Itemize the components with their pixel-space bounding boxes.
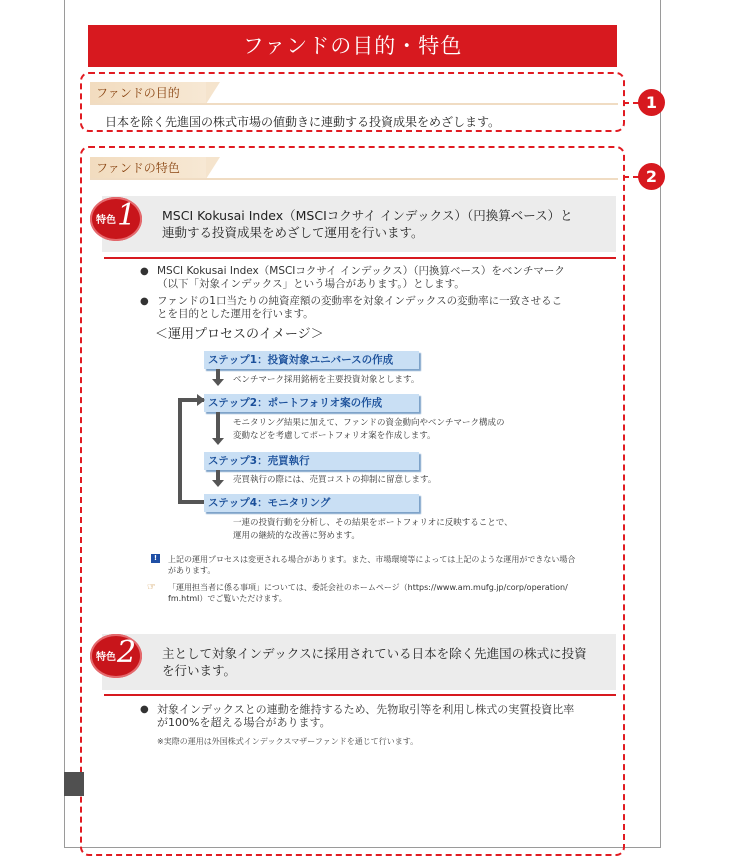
info-icon: ! (151, 554, 160, 563)
feedback-loop-arrow-head (197, 394, 205, 406)
feature1-badge (90, 197, 142, 241)
feature2-rule (104, 694, 616, 696)
feature2-badge-number: 2 (117, 635, 137, 670)
step-1-box: ステップ1：投資対象ユニバースの作成 (204, 351, 419, 369)
feature2-bullet-1: ● 対象インデックスとの連動を維持するため、先物取引等を利用し株式の実質投資比率 が100%を超える場合があります。 (157, 703, 607, 729)
callout-badge-2: 2 (638, 163, 665, 190)
feature2-badge (90, 634, 142, 678)
purpose-section-tab: ファンドの目的 (90, 82, 206, 104)
manager-info-note: 「運用担当者に係る事項」については、委託会社のホームページ（https://www.am.mufg.jp/corp/operation/ fm.html）でご覧いただけます。 (168, 583, 568, 603)
feature2-heading-line2: を行います。 (162, 663, 237, 678)
pointing-hand-icon: ☞ (147, 582, 156, 593)
feature1-bullet-1: ● MSCI Kokusai Index（MSCIコクサイ インデックス）（円換算ベース）をベンチマーク （以下「対象インデックス」という場合があります。）とします。 (157, 265, 607, 291)
feature1-heading-line1: MSCI Kokusai Index（MSCIコクサイ インデックス）（円換算ベース）と (162, 208, 573, 223)
feature1-badge-number: 1 (117, 198, 137, 233)
step-4-box: ステップ4：モニタリング (204, 494, 419, 512)
feature1-badge-label: 特色 (96, 215, 116, 226)
feature2-badge-label: 特色 (96, 652, 116, 663)
step-2-desc: モニタリング結果に加えて、ファンドの資金動向やベンチマーク構成の 変動などを考慮してポートフォリオ案を作成します。 (233, 418, 505, 441)
features-section-tab: ファンドの特色 (90, 157, 206, 179)
process-note: 上記の運用プロセスは変更される場合があります。また、市場環境等によっては上記のような運用ができない場合 があります。 (168, 555, 576, 575)
feature2-small-note: ※実際の運用は外国株式インデックスマザーファンドを通じて行います。 (157, 737, 419, 746)
feature1-heading-line2: 連動する投資成果をめざして運用を行います。 (162, 225, 424, 240)
page-title: ファンドの目的・特色 (88, 25, 617, 67)
arrow-2-head (212, 438, 224, 445)
step-4-desc: 一連の投資行動を分析し、その結果をポートフォリオに反映することで、 運用の継続的な改善に努めます。 (233, 518, 513, 541)
arrow-3-head (212, 480, 224, 487)
feature2-heading-line1: 主として対象インデックスに採用されている日本を除く先進国の株式に投資 (162, 646, 587, 661)
arrow-1-head (212, 379, 224, 386)
purpose-text: 日本を除く先進国の株式市場の値動きに連動する投資成果をめざします。 (105, 115, 501, 129)
process-title: ＜運用プロセスのイメージ＞ (155, 327, 324, 342)
step-3-desc: 売買執行の際には、売買コストの抑制に留意します。 (233, 475, 437, 485)
feature1-rule (104, 257, 616, 259)
callout-line-1 (623, 102, 639, 104)
step-2-box: ステップ2：ポートフォリオ案の作成 (204, 394, 419, 412)
purpose-section-rule (90, 103, 618, 105)
page-edge-tab (64, 772, 84, 796)
features-section-rule (90, 178, 618, 180)
arrow-2 (216, 412, 220, 439)
callout-line-2 (623, 176, 639, 178)
step-3-box: ステップ3：売買執行 (204, 452, 419, 470)
feature1-bullet-2: ● ファンドの1口当たりの純資産額の変動率を対象インデックスの変動率に一致させるこ とを目的とした運用を行います。 (157, 295, 607, 321)
feature2-heading-box (102, 634, 616, 690)
step-1-desc: ベンチマーク採用銘柄を主要投資対象とします。 (233, 375, 420, 385)
feedback-loop-arrow (178, 398, 204, 504)
callout-badge-1: 1 (638, 89, 665, 116)
feature1-heading-box (102, 196, 616, 252)
